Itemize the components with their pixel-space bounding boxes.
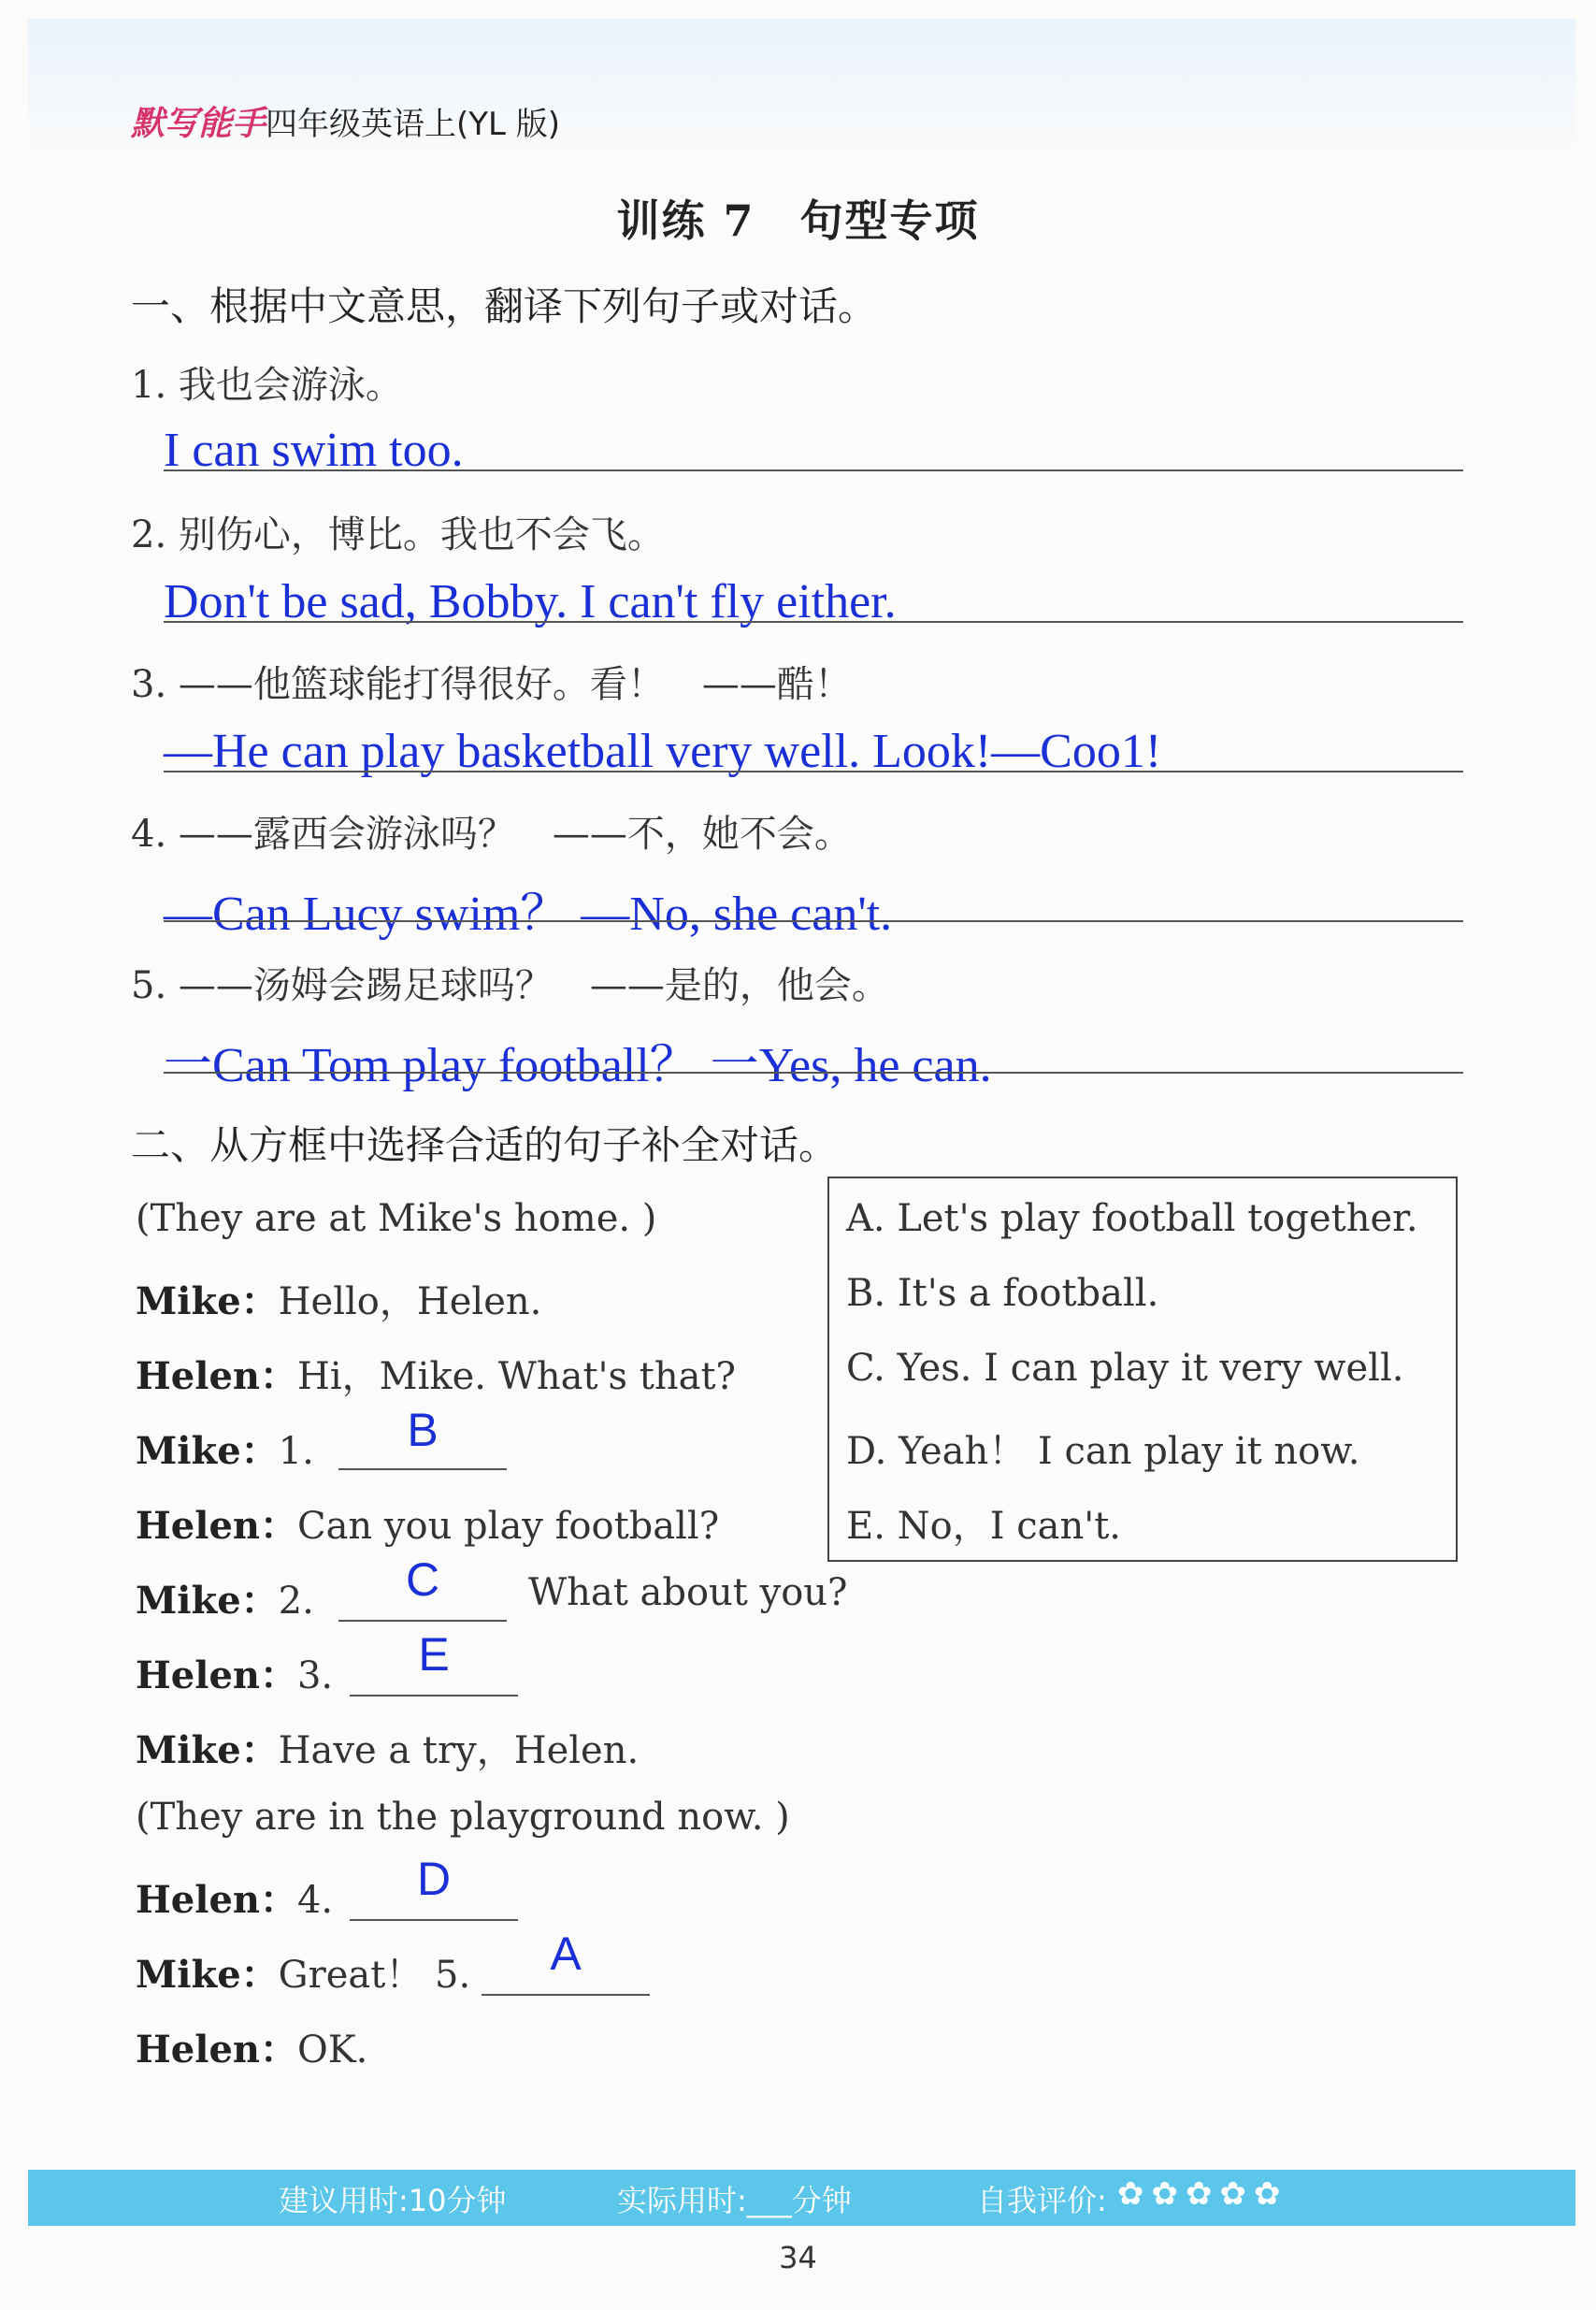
option-c: C. Yes. I can play it very well. <box>846 1347 1404 1390</box>
speaker: Mike： <box>136 1953 279 1997</box>
dialogue-line-7 <box>136 1721 639 1774</box>
context-playground: (They are in the playground now. ) <box>136 1796 790 1839</box>
option-d: D. Yeah！ I can play it now. <box>846 1430 1360 1473</box>
question-2: 2. 别伤心，博比。我也不会飞。 <box>131 513 665 556</box>
suggested-time: 建议用时:10分钟 <box>279 2183 507 2218</box>
line-text: 4. <box>296 1879 334 1922</box>
flower-star-icon[interactable]: ✿ <box>1219 2175 1246 2213</box>
answer-line-1 <box>164 469 1463 471</box>
self-evaluation-stars <box>1117 2175 1288 2213</box>
question-3: 3. ——他篮球能打得很好。看！ ——酷！ <box>131 663 852 706</box>
answer-line-3 <box>164 771 1463 772</box>
dialogue-line-5 <box>136 1571 314 1624</box>
speaker: Mike： <box>136 1279 279 1323</box>
answer-2: Don't be sad, Bobby. I can't fly either. <box>164 575 897 628</box>
dialogue-line-9 <box>136 1945 470 1999</box>
flower-star-icon[interactable]: ✿ <box>1186 2175 1213 2213</box>
answer-3: —He can play basketball very well. Look!—Coo1! <box>164 725 1162 778</box>
speaker: Helen： <box>136 1653 297 1697</box>
line-text: OK. <box>296 2028 368 2072</box>
option-a: A. Let's play football together. <box>846 1197 1418 1240</box>
blank-line-1 <box>338 1468 507 1470</box>
blank-answer-3: E <box>418 1628 450 1681</box>
flower-star-icon[interactable]: ✿ <box>1254 2175 1281 2213</box>
brand-subtitle: 四年级英语上(YL 版) <box>266 106 561 143</box>
answer-line-5 <box>164 1072 1463 1074</box>
page-number: 34 <box>779 2240 817 2275</box>
line-text: Hi，Mike. What's that? <box>296 1355 736 1398</box>
section1-heading: 一、根据中文意思，翻译下列句子或对话。 <box>131 283 878 329</box>
question-1: 1. 我也会游泳。 <box>131 364 403 407</box>
blank-answer-5: A <box>550 1927 582 1980</box>
question-5: 5. ——汤姆会踢足球吗？ ——是的，他会。 <box>131 964 889 1007</box>
answer-1: I can swim too. <box>164 424 464 477</box>
line-text: Great！ 5. <box>278 1954 471 1997</box>
speaker: Helen： <box>136 1354 297 1398</box>
speaker: Mike： <box>136 1429 279 1473</box>
blank-answer-1: B <box>407 1404 439 1456</box>
answer-line-4 <box>164 920 1463 922</box>
speaker: Mike： <box>136 1579 279 1623</box>
speaker: Helen： <box>136 1504 297 1548</box>
line-text: 2. <box>278 1580 314 1623</box>
dialogue-line-5-after: What about you? <box>528 1571 848 1614</box>
section2-heading: 二、从方框中选择合适的句子补全对话。 <box>131 1122 839 1168</box>
blank-line-5 <box>482 1994 650 1996</box>
flower-star-icon[interactable]: ✿ <box>1151 2175 1178 2213</box>
option-e: E. No，I can't. <box>846 1505 1122 1548</box>
blank-line-3 <box>350 1695 518 1696</box>
flower-star-icon[interactable]: ✿ <box>1117 2175 1144 2213</box>
line-text: Have a try，Helen. <box>278 1729 640 1772</box>
dialogue-line-6 <box>136 1646 333 1699</box>
option-b: B. It's a football. <box>846 1272 1159 1315</box>
answer-5: 一Can Tom play football？ 一Yes, he can. <box>164 1039 992 1092</box>
speaker: Helen： <box>136 1878 297 1922</box>
actual-time: 实际用时:___分钟 <box>617 2183 852 2218</box>
page-title: 训练 7 句型专项 <box>616 195 980 246</box>
line-text: 3. <box>296 1654 334 1697</box>
blank-line-2 <box>338 1620 507 1622</box>
self-evaluation-label: 自我评价: <box>977 2183 1107 2218</box>
speaker: Helen： <box>136 2028 297 2072</box>
line-text: Can you play football? <box>296 1505 720 1548</box>
question-4: 4. ——露西会游泳吗？ ——不，她不会。 <box>131 813 852 856</box>
speaker: Mike： <box>136 1728 279 1772</box>
context-home: (They are at Mike's home. ) <box>136 1197 657 1240</box>
book-brand <box>131 97 560 145</box>
dialogue-line-4 <box>136 1496 719 1550</box>
brand-name: 默写能手 <box>131 105 266 143</box>
dialogue-line-8 <box>136 1870 333 1924</box>
answer-line-2 <box>164 621 1463 623</box>
blank-line-4 <box>350 1919 518 1921</box>
dialogue-line-10 <box>136 2020 367 2073</box>
answer-4: —Can Lucy swim？ —No, she can't. <box>164 888 893 941</box>
line-text: Hello，Helen. <box>278 1280 542 1323</box>
dialogue-line-1 <box>136 1272 541 1325</box>
dialogue-line-2 <box>136 1347 736 1400</box>
blank-answer-4: D <box>416 1853 452 1905</box>
line-text: 1. <box>278 1430 314 1473</box>
dialogue-line-3 <box>136 1422 314 1475</box>
blank-answer-2: C <box>405 1553 440 1606</box>
